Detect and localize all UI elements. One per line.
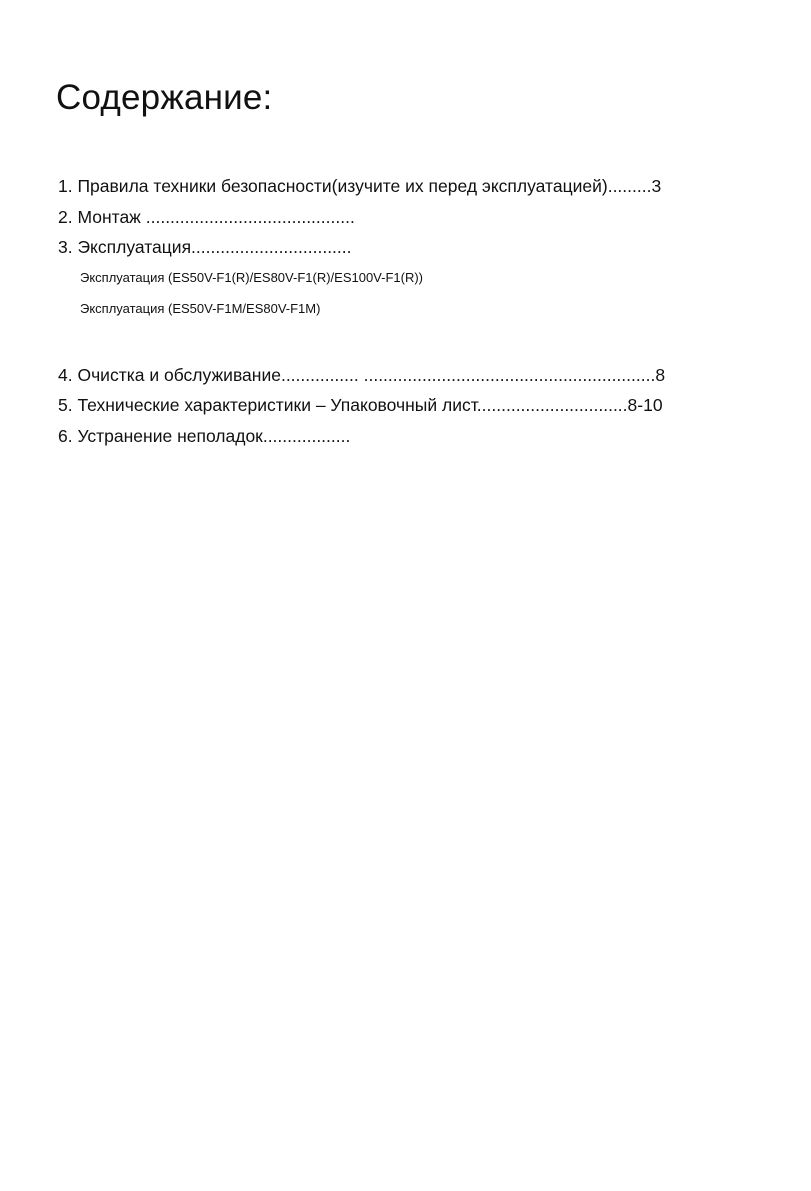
toc-entry-installation: 2. Монтаж ........................................... — [58, 207, 355, 227]
toc-entry-operation: 3. Эксплуатация................................. — [58, 237, 352, 257]
toc-entry-cleaning: 4. Очистка и обслуживание................ ............................................................8 — [58, 365, 666, 385]
toc-subentry-operation-f1m: Эксплуатация (ES50V-F1M/ES80V-F1M) — [80, 301, 321, 316]
toc-entry-safety: 1. Правила техники безопасности(изучите их перед эксплуатацией).........3 — [58, 176, 662, 196]
page-title: Содержание: — [56, 78, 273, 117]
toc-subentry-operation-f1r: Эксплуатация (ES50V-F1(R)/ES80V-F1(R)/ES100V-F1(R)) — [80, 270, 424, 285]
toc-entry-specifications: 5. Технические характеристики – Упаковочный лист...............................8-10 — [58, 395, 663, 415]
toc-entry-troubleshooting: 6. Устранение неполадок.................. — [58, 426, 351, 446]
